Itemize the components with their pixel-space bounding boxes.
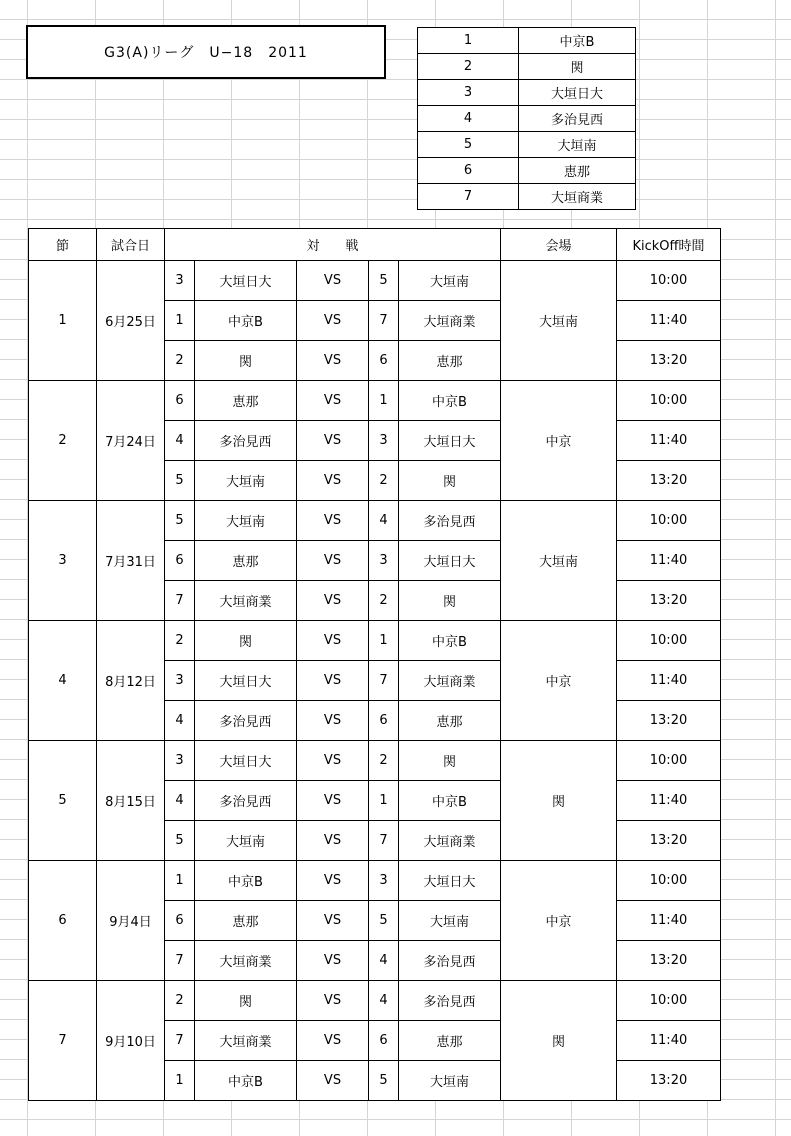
- round-number: 1: [29, 261, 97, 381]
- team-number: 2: [418, 54, 519, 80]
- away-team: 大垣日大: [399, 541, 501, 581]
- round-number: 5: [29, 741, 97, 861]
- home-team-number: 3: [165, 261, 195, 301]
- kickoff-time: 10:00: [617, 621, 721, 661]
- venue: 関: [501, 981, 617, 1101]
- round-number: 3: [29, 501, 97, 621]
- team-name: 中京B: [519, 28, 636, 54]
- home-team: 関: [195, 981, 297, 1021]
- header-venue: 会場: [501, 229, 617, 261]
- home-team-number: 5: [165, 501, 195, 541]
- match-row: [29, 261, 721, 301]
- page-title: G3(A)リーグ U−18 2011: [26, 25, 386, 79]
- kickoff-time: 11:40: [617, 421, 721, 461]
- kickoff-time: 10:00: [617, 501, 721, 541]
- home-team-number: 6: [165, 381, 195, 421]
- team-name: 恵那: [519, 158, 636, 184]
- team-number: 6: [418, 158, 519, 184]
- vs-label: VS: [297, 301, 369, 341]
- away-team: 中京B: [399, 381, 501, 421]
- round-number: 4: [29, 621, 97, 741]
- team-name: 大垣南: [519, 132, 636, 158]
- schedule-header-row: [29, 229, 721, 261]
- away-team-number: 1: [369, 781, 399, 821]
- away-team-number: 6: [369, 701, 399, 741]
- vs-label: VS: [297, 461, 369, 501]
- match-row: [29, 861, 721, 901]
- kickoff-time: 13:20: [617, 941, 721, 981]
- home-team-number: 1: [165, 1061, 195, 1101]
- kickoff-time: 11:40: [617, 541, 721, 581]
- venue: 中京: [501, 621, 617, 741]
- away-team-number: 3: [369, 861, 399, 901]
- away-team-number: 7: [369, 821, 399, 861]
- team-row: [418, 80, 636, 106]
- home-team-number: 5: [165, 461, 195, 501]
- home-team: 恵那: [195, 381, 297, 421]
- vs-label: VS: [297, 341, 369, 381]
- away-team-number: 4: [369, 941, 399, 981]
- away-team: 大垣南: [399, 1061, 501, 1101]
- vs-label: VS: [297, 661, 369, 701]
- team-number: 1: [418, 28, 519, 54]
- match-row: [29, 981, 721, 1021]
- team-row: [418, 132, 636, 158]
- home-team-number: 6: [165, 901, 195, 941]
- home-team: 大垣日大: [195, 261, 297, 301]
- home-team-number: 3: [165, 741, 195, 781]
- vs-label: VS: [297, 701, 369, 741]
- kickoff-time: 13:20: [617, 341, 721, 381]
- away-team-number: 5: [369, 901, 399, 941]
- team-name: 大垣日大: [519, 80, 636, 106]
- team-list: [417, 27, 636, 210]
- kickoff-time: 11:40: [617, 661, 721, 701]
- match-date: 6月25日: [97, 261, 165, 381]
- away-team-number: 2: [369, 581, 399, 621]
- away-team: 大垣日大: [399, 421, 501, 461]
- match-row: [29, 501, 721, 541]
- kickoff-time: 10:00: [617, 981, 721, 1021]
- header-match: 対 戦: [165, 229, 501, 261]
- match-row: [29, 741, 721, 781]
- team-row: [418, 54, 636, 80]
- vs-label: VS: [297, 501, 369, 541]
- home-team-number: 5: [165, 821, 195, 861]
- header-round: 節: [29, 229, 97, 261]
- home-team: 多治見西: [195, 781, 297, 821]
- vs-label: VS: [297, 861, 369, 901]
- away-team-number: 1: [369, 621, 399, 661]
- home-team: 多治見西: [195, 421, 297, 461]
- match-row: [29, 621, 721, 661]
- home-team: 大垣南: [195, 461, 297, 501]
- match-date: 9月4日: [97, 861, 165, 981]
- away-team-number: 5: [369, 1061, 399, 1101]
- away-team-number: 5: [369, 261, 399, 301]
- home-team-number: 7: [165, 581, 195, 621]
- away-team: 大垣南: [399, 901, 501, 941]
- home-team: 大垣商業: [195, 1021, 297, 1061]
- kickoff-time: 10:00: [617, 741, 721, 781]
- away-team: 中京B: [399, 621, 501, 661]
- team-name: 関: [519, 54, 636, 80]
- home-team-number: 7: [165, 1021, 195, 1061]
- kickoff-time: 11:40: [617, 901, 721, 941]
- home-team: 恵那: [195, 541, 297, 581]
- header-kickoff: KickOff時間: [617, 229, 721, 261]
- vs-label: VS: [297, 941, 369, 981]
- away-team-number: 3: [369, 541, 399, 581]
- vs-label: VS: [297, 741, 369, 781]
- home-team: 大垣日大: [195, 661, 297, 701]
- vs-label: VS: [297, 1061, 369, 1101]
- home-team-number: 4: [165, 701, 195, 741]
- kickoff-time: 10:00: [617, 381, 721, 421]
- home-team: 中京B: [195, 861, 297, 901]
- vs-label: VS: [297, 781, 369, 821]
- home-team-number: 1: [165, 301, 195, 341]
- kickoff-time: 13:20: [617, 821, 721, 861]
- away-team: 大垣商業: [399, 661, 501, 701]
- team-row: [418, 28, 636, 54]
- vs-label: VS: [297, 541, 369, 581]
- header-date: 試合日: [97, 229, 165, 261]
- team-number: 5: [418, 132, 519, 158]
- kickoff-time: 10:00: [617, 261, 721, 301]
- away-team: 関: [399, 581, 501, 621]
- vs-label: VS: [297, 1021, 369, 1061]
- vs-label: VS: [297, 261, 369, 301]
- away-team-number: 1: [369, 381, 399, 421]
- away-team: 関: [399, 741, 501, 781]
- kickoff-time: 11:40: [617, 301, 721, 341]
- match-date: 8月15日: [97, 741, 165, 861]
- match-date: 7月24日: [97, 381, 165, 501]
- venue: 中京: [501, 381, 617, 501]
- home-team: 大垣商業: [195, 941, 297, 981]
- away-team-number: 3: [369, 421, 399, 461]
- round-number: 2: [29, 381, 97, 501]
- home-team: 恵那: [195, 901, 297, 941]
- home-team-number: 7: [165, 941, 195, 981]
- schedule-table: [28, 228, 721, 1101]
- away-team: 多治見西: [399, 941, 501, 981]
- home-team: 中京B: [195, 301, 297, 341]
- home-team: 大垣日大: [195, 741, 297, 781]
- away-team: 大垣南: [399, 261, 501, 301]
- away-team-number: 2: [369, 461, 399, 501]
- venue: 中京: [501, 861, 617, 981]
- vs-label: VS: [297, 981, 369, 1021]
- team-name: 大垣商業: [519, 184, 636, 210]
- home-team: 大垣南: [195, 821, 297, 861]
- away-team-number: 7: [369, 301, 399, 341]
- vs-label: VS: [297, 621, 369, 661]
- team-row: [418, 158, 636, 184]
- away-team-number: 4: [369, 981, 399, 1021]
- venue: 大垣南: [501, 261, 617, 381]
- vs-label: VS: [297, 581, 369, 621]
- kickoff-time: 10:00: [617, 861, 721, 901]
- home-team-number: 4: [165, 421, 195, 461]
- kickoff-time: 13:20: [617, 701, 721, 741]
- home-team: 大垣商業: [195, 581, 297, 621]
- match-date: 9月10日: [97, 981, 165, 1101]
- kickoff-time: 13:20: [617, 1061, 721, 1101]
- team-number: 3: [418, 80, 519, 106]
- round-number: 7: [29, 981, 97, 1101]
- vs-label: VS: [297, 821, 369, 861]
- away-team: 恵那: [399, 701, 501, 741]
- kickoff-time: 13:20: [617, 461, 721, 501]
- team-number: 7: [418, 184, 519, 210]
- home-team-number: 1: [165, 861, 195, 901]
- vs-label: VS: [297, 901, 369, 941]
- round-number: 6: [29, 861, 97, 981]
- home-team: 中京B: [195, 1061, 297, 1101]
- away-team: 大垣商業: [399, 301, 501, 341]
- home-team: 多治見西: [195, 701, 297, 741]
- team-name: 多治見西: [519, 106, 636, 132]
- away-team: 恵那: [399, 341, 501, 381]
- team-row: [418, 106, 636, 132]
- away-team: 恵那: [399, 1021, 501, 1061]
- away-team: 大垣商業: [399, 821, 501, 861]
- away-team-number: 4: [369, 501, 399, 541]
- home-team-number: 3: [165, 661, 195, 701]
- team-number: 4: [418, 106, 519, 132]
- match-date: 8月12日: [97, 621, 165, 741]
- venue: 大垣南: [501, 501, 617, 621]
- away-team-number: 6: [369, 1021, 399, 1061]
- away-team: 中京B: [399, 781, 501, 821]
- home-team: 大垣南: [195, 501, 297, 541]
- venue: 関: [501, 741, 617, 861]
- vs-label: VS: [297, 421, 369, 461]
- home-team-number: 4: [165, 781, 195, 821]
- home-team-number: 2: [165, 621, 195, 661]
- team-row: [418, 184, 636, 210]
- away-team: 多治見西: [399, 981, 501, 1021]
- match-date: 7月31日: [97, 501, 165, 621]
- kickoff-time: 11:40: [617, 781, 721, 821]
- away-team-number: 2: [369, 741, 399, 781]
- away-team-number: 6: [369, 341, 399, 381]
- match-row: [29, 381, 721, 421]
- home-team-number: 2: [165, 981, 195, 1021]
- kickoff-time: 11:40: [617, 1021, 721, 1061]
- home-team-number: 6: [165, 541, 195, 581]
- away-team-number: 7: [369, 661, 399, 701]
- home-team-number: 2: [165, 341, 195, 381]
- away-team: 多治見西: [399, 501, 501, 541]
- home-team: 関: [195, 621, 297, 661]
- away-team: 関: [399, 461, 501, 501]
- kickoff-time: 13:20: [617, 581, 721, 621]
- away-team: 大垣日大: [399, 861, 501, 901]
- vs-label: VS: [297, 381, 369, 421]
- home-team: 関: [195, 341, 297, 381]
